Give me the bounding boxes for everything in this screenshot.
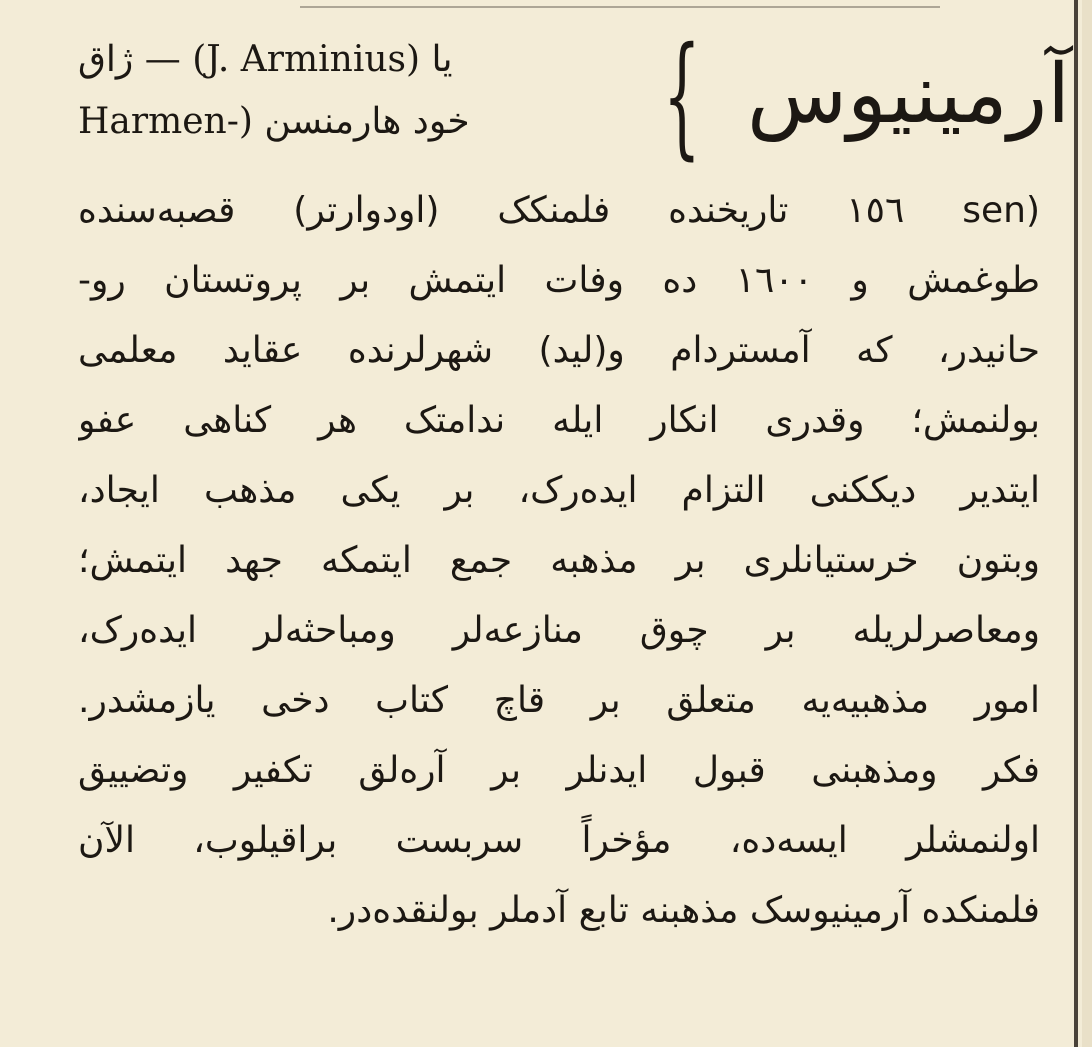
top-rule [300,0,940,8]
body-line: طوغمش و ١٦٠٠ ده وفات ایتمش بر پروتستان رو- [78,260,1040,301]
body-line: (sen ١٥٦ تاریخنده فلمنکک (اودوارتر) قصبه‌سنده [78,190,1040,231]
body-line: فلمنکده آرمینیوسک مذهبنه تابع آدملر بولنقده‌در. [327,890,1040,931]
page-margin [1082,0,1092,1047]
header-line-1 [78,30,652,90]
body-line: ومعاصرلریله بر چوق منازعه‌لر ومباحثه‌لر ایده‌رک، [78,610,1040,651]
header-line-2-text: خود هارمنسن (-Harmen [78,101,470,142]
entry-headword: آرمینیوس [747,47,1070,142]
body-line: فکر ومذهبنی قبول ایدنلر بر آره‌لق تکفیر وتضییق [78,750,1040,791]
body-line: امور مذهبیه‌یه متعلق بر قاچ کتاب دخی یازمشدر. [78,680,1040,721]
header-line-2 [78,92,652,152]
grouping-brace: { [663,19,701,173]
header-line-1-text: یا (J. Arminius) — ژاق [78,39,453,80]
body-line: بولنمش؛ وقدری انکار ایله ندامتک هر کناهی عفو [78,400,1040,441]
body-line: حانیدر، که آمستردام و(لید) شهرلرنده عقاید معلمی [78,330,1040,371]
body-line: وبتون خرستیانلری بر مذهبه جمع ایتمکه جهد ایتمش؛ [78,540,1040,581]
column-rule [1074,0,1078,1047]
body-line: اولنمشلر ایسه‌ده، مؤخراً سربست براقیلوب، الآن [78,820,1040,861]
body-line: ایتدیر دیککنی التزام ایده‌رک، بر یکی مذهب ایجاد، [78,470,1040,511]
